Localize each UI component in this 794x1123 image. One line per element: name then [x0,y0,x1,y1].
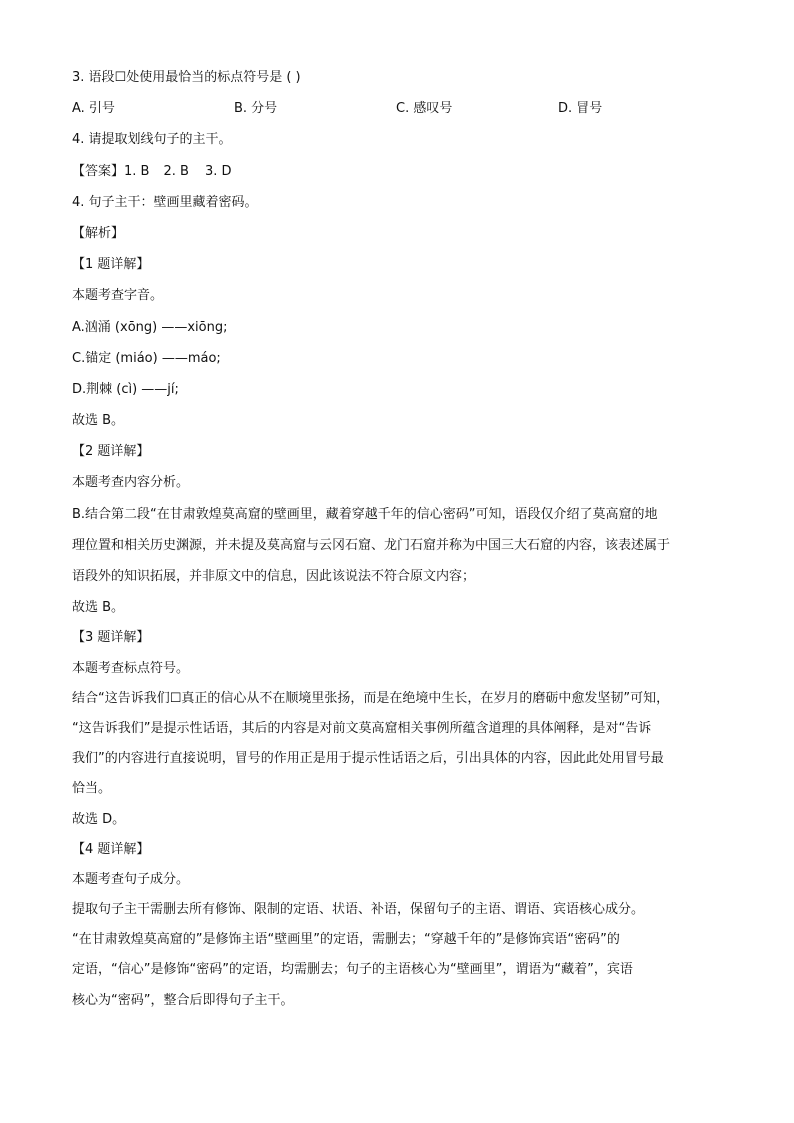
answer-line-2: 4. 句子主干：壁画里藏着密码。 [72,194,258,210]
document-page [72,62,732,1016]
section-4-line: 提取句子主干需删去所有修饰、限制的定语、状语、补语，保留句子的主语、谓语、宾语核心成分。 [72,902,645,918]
section-2-line: 本题考查内容分析。 [72,475,190,491]
section-2-line: 理位置和相关历史渊源，并未提及莫高窟与云冈石窟、龙门石窟并称为中国三大石窟的内容，该表述属于 [72,537,671,553]
option-d: D. 冒号 [558,101,603,117]
section-4-line: 核心为“密码”，整合后即得句子主干。 [72,992,294,1008]
section-4-head: 【4 题详解】 [72,841,150,857]
answer-item-2: 2. B [163,163,189,179]
option-b: B. 分号 [234,101,278,117]
section-4-line: “在甘肃敦煌莫高窟的”是修饰主语“壁画里”的定语，需删去；“穿越千年的”是修饰宾语“密码”的 [72,932,620,948]
answer-head: 【答案】1. B [72,163,150,179]
question-3-options [72,93,732,124]
section-1-line: C.锚定 (miáo) ——máo; [72,350,221,366]
option-c: C. 感叹号 [396,101,453,117]
question-4: 4. 请提取划线句子的主干。 [72,132,232,148]
section-2-line: 故选 B。 [72,600,125,616]
option-a: A. 引号 [72,101,115,117]
answer-line [72,156,732,187]
section-3-line: 结合“这告诉我们☐真正的信心从不在顺境里张扬，而是在绝境中生长，在岁月的磨砺中愈发坚韧”可知， [72,690,670,706]
section-1-head: 【1 题详解】 [72,257,150,273]
question-3: 3. 语段☐处使用最恰当的标点符号是 ( ) [72,70,301,85]
section-2-line: 语段外的知识拓展，并非原文中的信息，因此该说法不符合原文内容； [72,569,476,584]
section-1-line: 故选 B。 [72,413,125,429]
section-1-line: 本题考查字音。 [72,288,164,304]
section-3-line: 故选 D。 [72,811,126,827]
section-1-line: A.汹涌 (xōng) ——xiōng; [72,319,228,335]
section-3-line: 本题考查标点符号。 [72,660,190,676]
section-3-head: 【3 题详解】 [72,630,150,646]
section-2-head: 【2 题详解】 [72,444,150,460]
section-1-line: D.荆棘 (cì) ——jí; [72,381,179,397]
analysis-title: 【解析】 [72,225,125,241]
section-4-line: 定语，“信心”是修饰“密码”的定语，均需删去；句子的主语核心为“壁画里”，谓语为“藏着”，宾语 [72,962,633,978]
section-3-line: 恰当。 [72,781,112,797]
section-4-line: 本题考查句子成分。 [72,871,190,887]
section-2-line: B.结合第二段“在甘肃敦煌莫高窟的壁画里，藏着穿越千年的信心密码”可知，语段仅介绍了莫高窟的地 [72,506,658,522]
section-3-line: 我们”的内容进行直接说明，冒号的作用正是用于提示性话语之后，引出具体的内容，因此此处用冒号最 [72,751,664,767]
section-3-line: “这告诉我们”是提示性话语，其后的内容是对前文莫高窟相关事例所蕴含道理的具体阐释，是对“告诉 [72,720,652,736]
answer-item-3: 3. D [204,163,232,179]
